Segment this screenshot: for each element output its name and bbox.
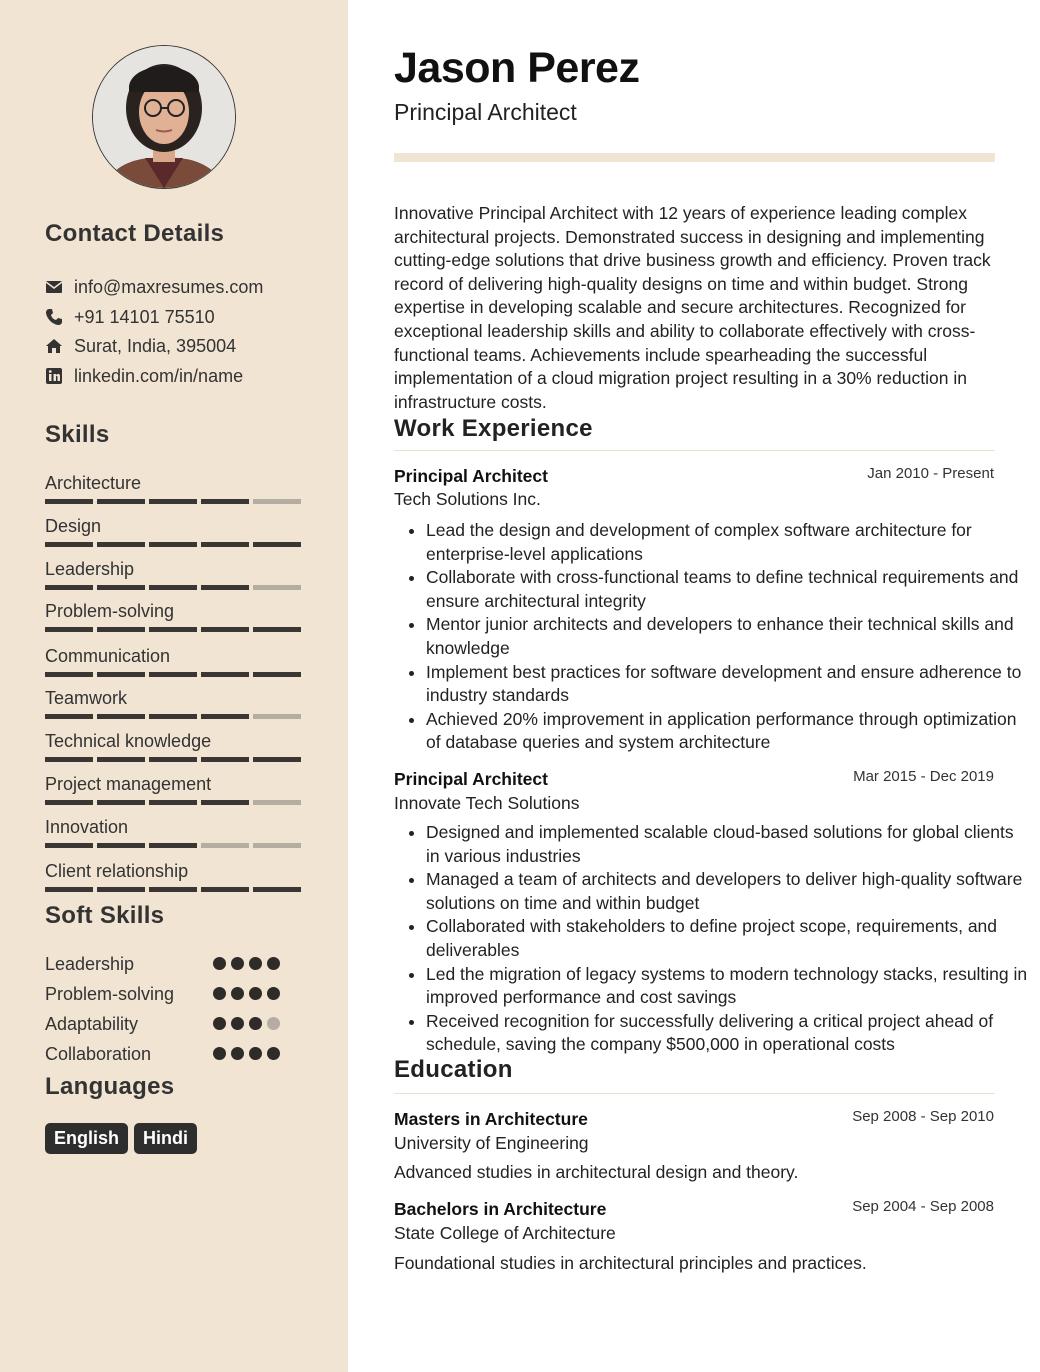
language-badge-english: English xyxy=(45,1123,128,1154)
job-bullet: • Collaborated with stakeholders to define project scope, requirements, and deliverables xyxy=(426,915,1028,962)
job-bullet: • Designed and implemented scalable cloud-based solutions for global clients in various industries xyxy=(426,821,1028,868)
contact-heading: Contact Details xyxy=(45,220,225,247)
skill-segment-filled xyxy=(149,499,197,504)
rating-dot-filled xyxy=(249,957,262,970)
skill-segment-filled xyxy=(45,672,93,677)
skill-segment-filled xyxy=(149,542,197,547)
skill-segment-filled xyxy=(45,757,93,762)
skill-segment-filled xyxy=(201,499,249,504)
rating-dot-filled xyxy=(267,987,280,1000)
skill-segment-filled xyxy=(45,714,93,719)
skill-item xyxy=(45,645,305,677)
skill-segment-filled xyxy=(201,672,249,677)
skill-item xyxy=(45,860,305,892)
soft-skill-name: Adaptability xyxy=(45,1014,139,1034)
skill-segment-filled xyxy=(201,542,249,547)
job-title: Principal Architect xyxy=(394,769,548,789)
sidebar xyxy=(0,0,348,1372)
degree-dates: Sep 2004 - Sep 2008 xyxy=(852,1198,994,1215)
skill-item xyxy=(45,515,305,547)
skill-segment-filled xyxy=(149,843,197,848)
rating-dot-filled xyxy=(213,957,226,970)
skill-segment-filled xyxy=(253,627,301,632)
soft-skill-item xyxy=(45,1013,305,1035)
skill-name: Innovation xyxy=(45,817,129,837)
skill-item xyxy=(45,687,305,719)
skill-segment-filled xyxy=(97,499,145,504)
skill-segment-filled xyxy=(97,800,145,805)
skill-segment-filled xyxy=(201,887,249,892)
skill-segment-filled xyxy=(201,714,249,719)
soft-skill-item xyxy=(45,983,305,1005)
skill-name: Problem-solving xyxy=(45,601,175,621)
soft-skill-rating xyxy=(213,987,280,1000)
skill-rating-bar xyxy=(45,542,305,547)
soft-skills-heading: Soft Skills xyxy=(45,902,165,929)
profile-summary: Innovative Principal Architect with 12 years of experience leading complex architectural projects. Demonstrated success in designing and implementing cutting-edge solutions that drive business growth and efficiency. Proven track record of delivering high-quality designs on time and within budget. Strong expertise in developing scalable and secure architectures. Recognized for exceptional leadership skills and ability to collaborate effectively with cross-functional teams. Achievements include spearheading the successful implementation of a cloud migration project resulting in a 30% reduction in infrastructure costs. xyxy=(394,203,991,412)
header-divider xyxy=(394,153,995,162)
skill-segment-filled xyxy=(97,843,145,848)
job-dates: Jan 2010 - Present xyxy=(867,465,994,482)
skill-segment-empty xyxy=(253,800,301,805)
candidate-title: Principal Architect xyxy=(394,99,577,125)
skill-segment-filled xyxy=(149,585,197,590)
skill-segment-filled xyxy=(149,714,197,719)
job-bullet: • Implement best practices for software development and ensure adherence to industry standards xyxy=(426,661,1028,708)
soft-skill-name: Problem-solving xyxy=(45,984,175,1004)
skill-rating-bar xyxy=(45,887,305,892)
skill-rating-bar xyxy=(45,672,305,677)
skill-segment-filled xyxy=(97,672,145,677)
skill-segment-filled xyxy=(149,757,197,762)
skill-segment-filled xyxy=(45,585,93,590)
section-divider xyxy=(394,450,995,451)
skill-segment-empty xyxy=(253,499,301,504)
job-bullet: • Achieved 20% improvement in application performance through optimization of database queries and system architecture xyxy=(426,708,1028,755)
rating-dot-filled xyxy=(249,987,262,1000)
rating-dot-filled xyxy=(231,1047,244,1060)
skill-name: Client relationship xyxy=(45,861,189,881)
soft-skill-name: Leadership xyxy=(45,954,135,974)
rating-dot-filled xyxy=(231,1017,244,1030)
rating-dot-filled xyxy=(267,1047,280,1060)
skill-segment-filled xyxy=(97,714,145,719)
job-bullet: • Lead the design and development of complex software architecture for enterprise-level applications xyxy=(426,519,1028,566)
job-bullet: • Led the migration of legacy systems to modern technology stacks, resulting in improved performance and cost savings xyxy=(426,963,1028,1010)
contact-phone-text: +91 14101 75510 xyxy=(74,306,215,327)
skills-heading: Skills xyxy=(45,421,110,448)
job-bullet: • Mentor junior architects and developers to enhance their technical skills and knowledge xyxy=(426,613,1028,660)
skill-segment-filled xyxy=(201,627,249,632)
linkedin-icon xyxy=(45,367,63,385)
skill-item xyxy=(45,773,305,805)
portrait-illustration xyxy=(93,46,235,188)
skill-rating-bar xyxy=(45,800,305,805)
skill-segment-filled xyxy=(253,542,301,547)
job-title: Principal Architect xyxy=(394,466,548,486)
soft-skill-rating xyxy=(213,1047,280,1060)
skill-segment-filled xyxy=(253,887,301,892)
skill-segment-filled xyxy=(45,499,93,504)
contact-phone[interactable] xyxy=(45,306,215,328)
skill-segment-filled xyxy=(97,542,145,547)
job-bullets xyxy=(394,821,1028,1057)
job-dates: Mar 2015 - Dec 2019 xyxy=(853,768,994,785)
skill-segment-filled xyxy=(45,887,93,892)
contact-email[interactable] xyxy=(45,276,263,298)
skill-segment-empty xyxy=(253,843,301,848)
job-bullet: • Received recognition for successfully delivering a critical project ahead of schedule, saving the company $500,000 in operational costs xyxy=(426,1010,1028,1057)
skill-segment-empty xyxy=(201,843,249,848)
skill-segment-filled xyxy=(149,800,197,805)
rating-dot-filled xyxy=(231,987,244,1000)
skill-segment-filled xyxy=(45,542,93,547)
job-bullet: • Collaborate with cross-functional teams to define technical requirements and ensure architectural integrity xyxy=(426,566,1028,613)
soft-skill-item xyxy=(45,1043,305,1065)
skill-segment-filled xyxy=(201,585,249,590)
skill-name: Architecture xyxy=(45,473,142,493)
job-company: Innovate Tech Solutions xyxy=(394,793,580,813)
contact-address xyxy=(45,335,236,357)
work-experience-heading: Work Experience xyxy=(394,415,593,442)
skill-segment-filled xyxy=(253,672,301,677)
skill-item xyxy=(45,816,305,848)
skill-segment-filled xyxy=(201,800,249,805)
phone-icon xyxy=(45,308,63,326)
skill-segment-filled xyxy=(201,757,249,762)
rating-dot-filled xyxy=(213,1047,226,1060)
envelope-icon xyxy=(45,278,63,296)
degree-school: State College of Architecture xyxy=(394,1223,616,1243)
skill-rating-bar xyxy=(45,499,305,504)
rating-dot-filled xyxy=(213,1017,226,1030)
skill-segment-filled xyxy=(45,843,93,848)
skill-name: Design xyxy=(45,516,102,536)
skill-name: Communication xyxy=(45,646,171,666)
skill-segment-filled xyxy=(149,887,197,892)
degree-description: Foundational studies in architectural principles and practices. xyxy=(394,1253,867,1273)
skill-segment-filled xyxy=(253,757,301,762)
degree-description: Advanced studies in architectural design and theory. xyxy=(394,1162,799,1182)
rating-dot-filled xyxy=(249,1017,262,1030)
home-icon xyxy=(45,337,63,355)
skill-segment-empty xyxy=(253,714,301,719)
contact-linkedin-text: linkedin.com/in/name xyxy=(74,365,244,386)
soft-skill-rating xyxy=(213,957,280,970)
skill-item xyxy=(45,600,305,632)
skill-segment-filled xyxy=(97,757,145,762)
skill-segment-filled xyxy=(97,887,145,892)
soft-skill-name: Collaboration xyxy=(45,1044,152,1064)
skill-item xyxy=(45,730,305,762)
skill-rating-bar xyxy=(45,627,305,632)
degree-title: Masters in Architecture xyxy=(394,1109,588,1129)
language-list xyxy=(45,1123,197,1154)
skill-name: Project management xyxy=(45,774,212,794)
skill-segment-filled xyxy=(97,627,145,632)
rating-dot-filled xyxy=(249,1047,262,1060)
profile-photo xyxy=(92,45,236,189)
skill-segment-filled xyxy=(45,627,93,632)
languages-heading: Languages xyxy=(45,1073,175,1100)
rating-dot-filled xyxy=(213,987,226,1000)
skill-item xyxy=(45,472,305,504)
rating-dot-filled xyxy=(231,957,244,970)
skill-segment-filled xyxy=(97,585,145,590)
language-badge-hindi: Hindi xyxy=(134,1123,197,1154)
skill-name: Teamwork xyxy=(45,688,128,708)
education-heading: Education xyxy=(394,1056,513,1083)
rating-dot-filled xyxy=(267,957,280,970)
skill-rating-bar xyxy=(45,843,305,848)
soft-skill-item xyxy=(45,953,305,975)
contact-linkedin[interactable] xyxy=(45,365,243,387)
degree-dates: Sep 2008 - Sep 2010 xyxy=(852,1108,994,1125)
skill-rating-bar xyxy=(45,585,305,590)
skill-segment-filled xyxy=(45,800,93,805)
degree-school: University of Engineering xyxy=(394,1133,589,1153)
section-divider xyxy=(394,1093,995,1094)
skill-segment-empty xyxy=(253,585,301,590)
contact-address-text: Surat, India, 395004 xyxy=(74,335,237,356)
skill-rating-bar xyxy=(45,757,305,762)
soft-skill-rating xyxy=(213,1017,280,1030)
skill-segment-filled xyxy=(149,627,197,632)
skill-segment-filled xyxy=(149,672,197,677)
skill-name: Leadership xyxy=(45,559,135,579)
rating-dot-empty xyxy=(267,1017,280,1030)
degree-title: Bachelors in Architecture xyxy=(394,1199,607,1219)
skill-rating-bar xyxy=(45,714,305,719)
contact-email-text: info@maxresumes.com xyxy=(74,276,264,297)
job-bullets xyxy=(394,519,1028,755)
job-company: Tech Solutions Inc. xyxy=(394,489,541,509)
candidate-name: Jason Perez xyxy=(394,44,640,92)
skill-item xyxy=(45,558,305,590)
skill-name: Technical knowledge xyxy=(45,731,212,751)
job-bullet: • Managed a team of architects and developers to deliver high-quality software solutions on time and within budget xyxy=(426,868,1028,915)
